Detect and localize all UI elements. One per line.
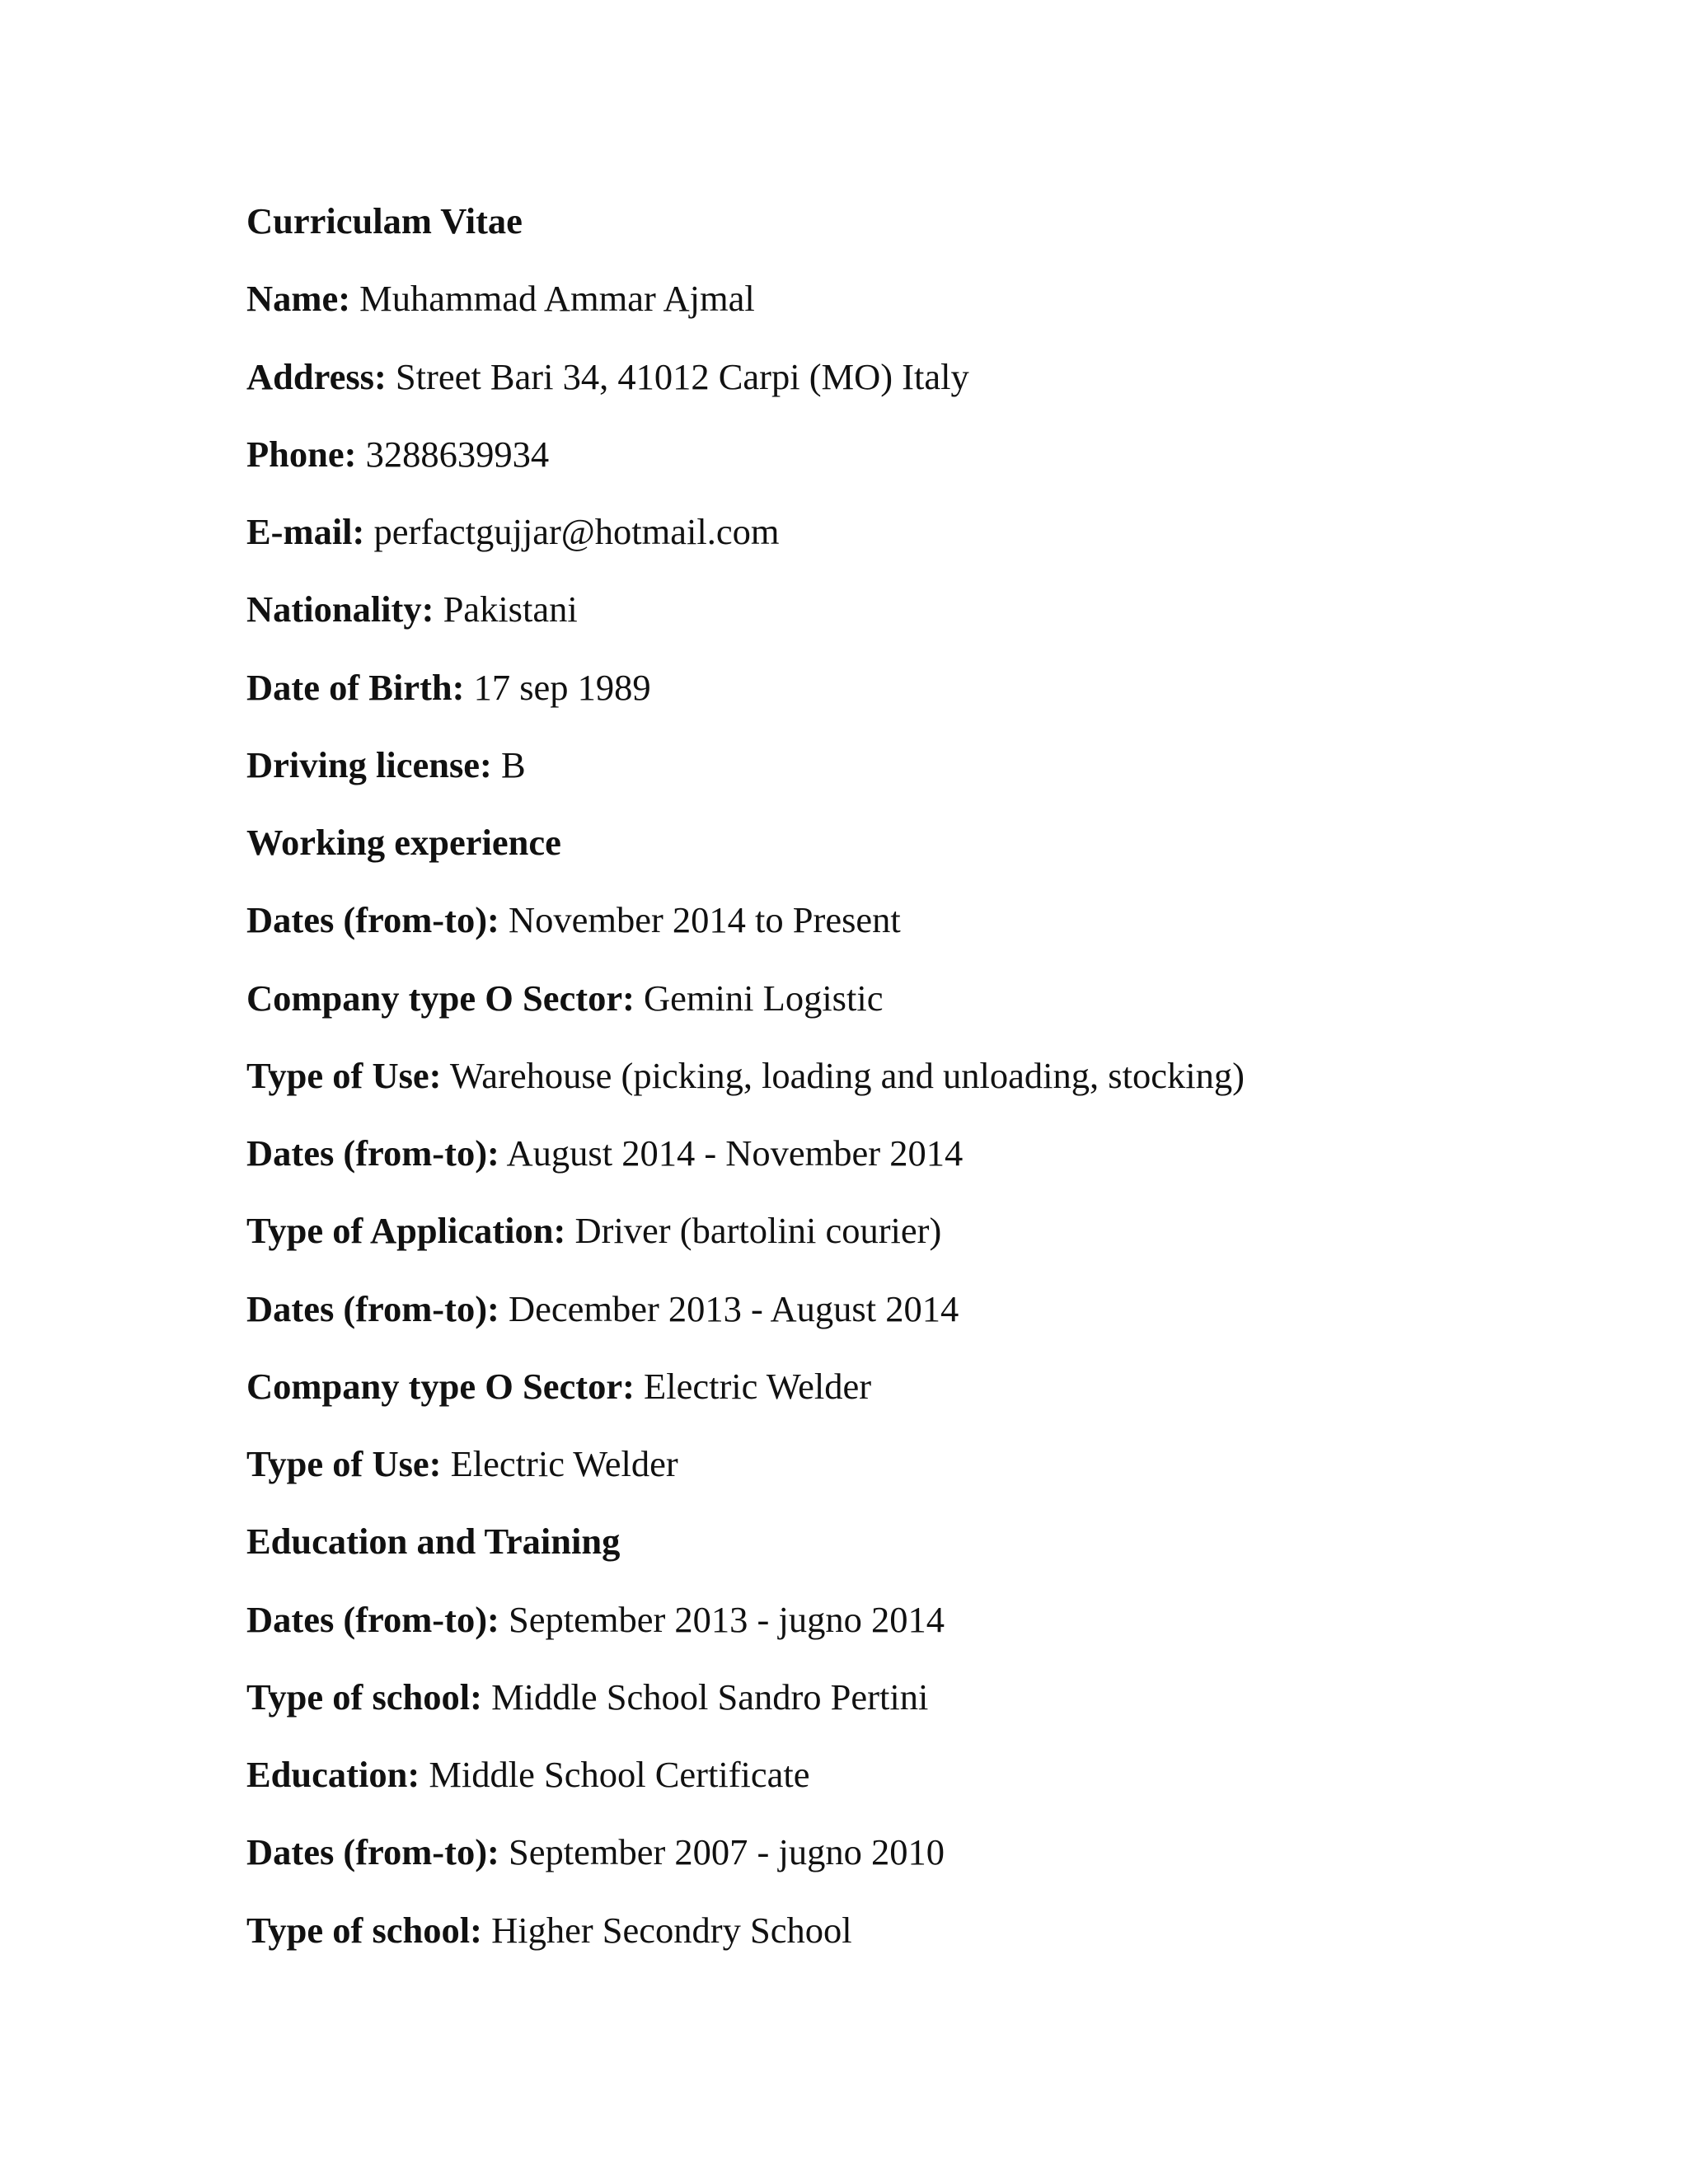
field-label: Type of Use: xyxy=(246,1054,442,1096)
field-value: Middle School Certificate xyxy=(429,1754,810,1795)
field-label: Driving license: xyxy=(246,743,492,785)
field-label: Address: xyxy=(246,355,387,397)
field-email xyxy=(246,507,1606,584)
field-value: 3288639934 xyxy=(365,433,550,475)
field-label: Phone: xyxy=(246,433,357,475)
field-value: Gemini Logistic xyxy=(644,977,884,1019)
field-label: E-mail: xyxy=(246,511,365,552)
field-address xyxy=(246,352,1606,429)
field-value: Pakistani xyxy=(443,588,578,630)
field-date-of-birth xyxy=(246,663,1606,740)
field-label: Education: xyxy=(246,1754,420,1795)
field-label: Nationality: xyxy=(246,588,434,630)
field-value: Muhammad Ammar Ajmal xyxy=(359,278,755,320)
field-label: Dates (from-to): xyxy=(246,899,499,941)
field-label: Type of school: xyxy=(246,1675,482,1718)
education-field xyxy=(246,1672,1606,1750)
field-value: Higher Secondry School xyxy=(491,1909,852,1951)
work-field xyxy=(246,1051,1606,1128)
field-label: Company type O Sector: xyxy=(246,977,635,1019)
field-value: September 2013 - jugno 2014 xyxy=(508,1598,945,1640)
cv-content xyxy=(246,196,1606,1983)
education-field xyxy=(246,1595,1606,1672)
field-nationality xyxy=(246,584,1606,662)
work-field xyxy=(246,973,1606,1051)
education-field xyxy=(246,1827,1606,1905)
document-title: Curriculam Vitae xyxy=(246,200,523,241)
field-value: Middle School Sandro Pertini xyxy=(491,1675,929,1718)
field-value: September 2007 - jugno 2010 xyxy=(508,1831,945,1873)
field-label: Dates (from-to): xyxy=(246,1598,499,1640)
work-field xyxy=(246,1128,1606,1206)
work-field xyxy=(246,895,1606,972)
field-value: perfactgujjar@hotmail.com xyxy=(373,511,780,552)
field-value: Street Bari 34, 41012 Carpi (MO) Italy xyxy=(395,355,969,397)
field-label: Company type O Sector: xyxy=(246,1365,635,1407)
section-heading-education: Education and Training xyxy=(246,1521,621,1563)
field-driving-license xyxy=(246,740,1606,818)
field-label: Name: xyxy=(246,278,351,320)
field-label: Type of Application: xyxy=(246,1210,566,1252)
field-value: Electric Welder xyxy=(644,1365,872,1407)
field-value: November 2014 to Present xyxy=(508,899,901,941)
field-value: 17 sep 1989 xyxy=(473,666,651,708)
field-label: Dates (from-to): xyxy=(246,1831,499,1873)
work-field xyxy=(246,1439,1606,1516)
field-label: Dates (from-to): xyxy=(246,1287,499,1329)
work-field xyxy=(246,1284,1606,1361)
work-field xyxy=(246,1361,1606,1439)
work-field xyxy=(246,1206,1606,1283)
field-value: August 2014 - November 2014 xyxy=(506,1132,964,1174)
education-field xyxy=(246,1905,1606,1983)
field-name xyxy=(246,274,1606,351)
field-value: Warehouse (picking, loading and unloading, stocking) xyxy=(449,1054,1245,1096)
field-label: Type of Use: xyxy=(246,1443,442,1484)
field-label: Type of school: xyxy=(246,1909,482,1951)
field-label: Dates (from-to): xyxy=(246,1132,499,1174)
field-value: December 2013 - August 2014 xyxy=(508,1287,959,1329)
field-phone xyxy=(246,429,1606,507)
section-heading-work: Working experience xyxy=(246,822,561,863)
field-value: Electric Welder xyxy=(450,1443,678,1484)
field-label: Date of Birth: xyxy=(246,666,465,708)
field-value: B xyxy=(500,743,526,785)
field-value: Driver (bartolini courier) xyxy=(574,1210,942,1252)
education-field xyxy=(246,1750,1606,1827)
